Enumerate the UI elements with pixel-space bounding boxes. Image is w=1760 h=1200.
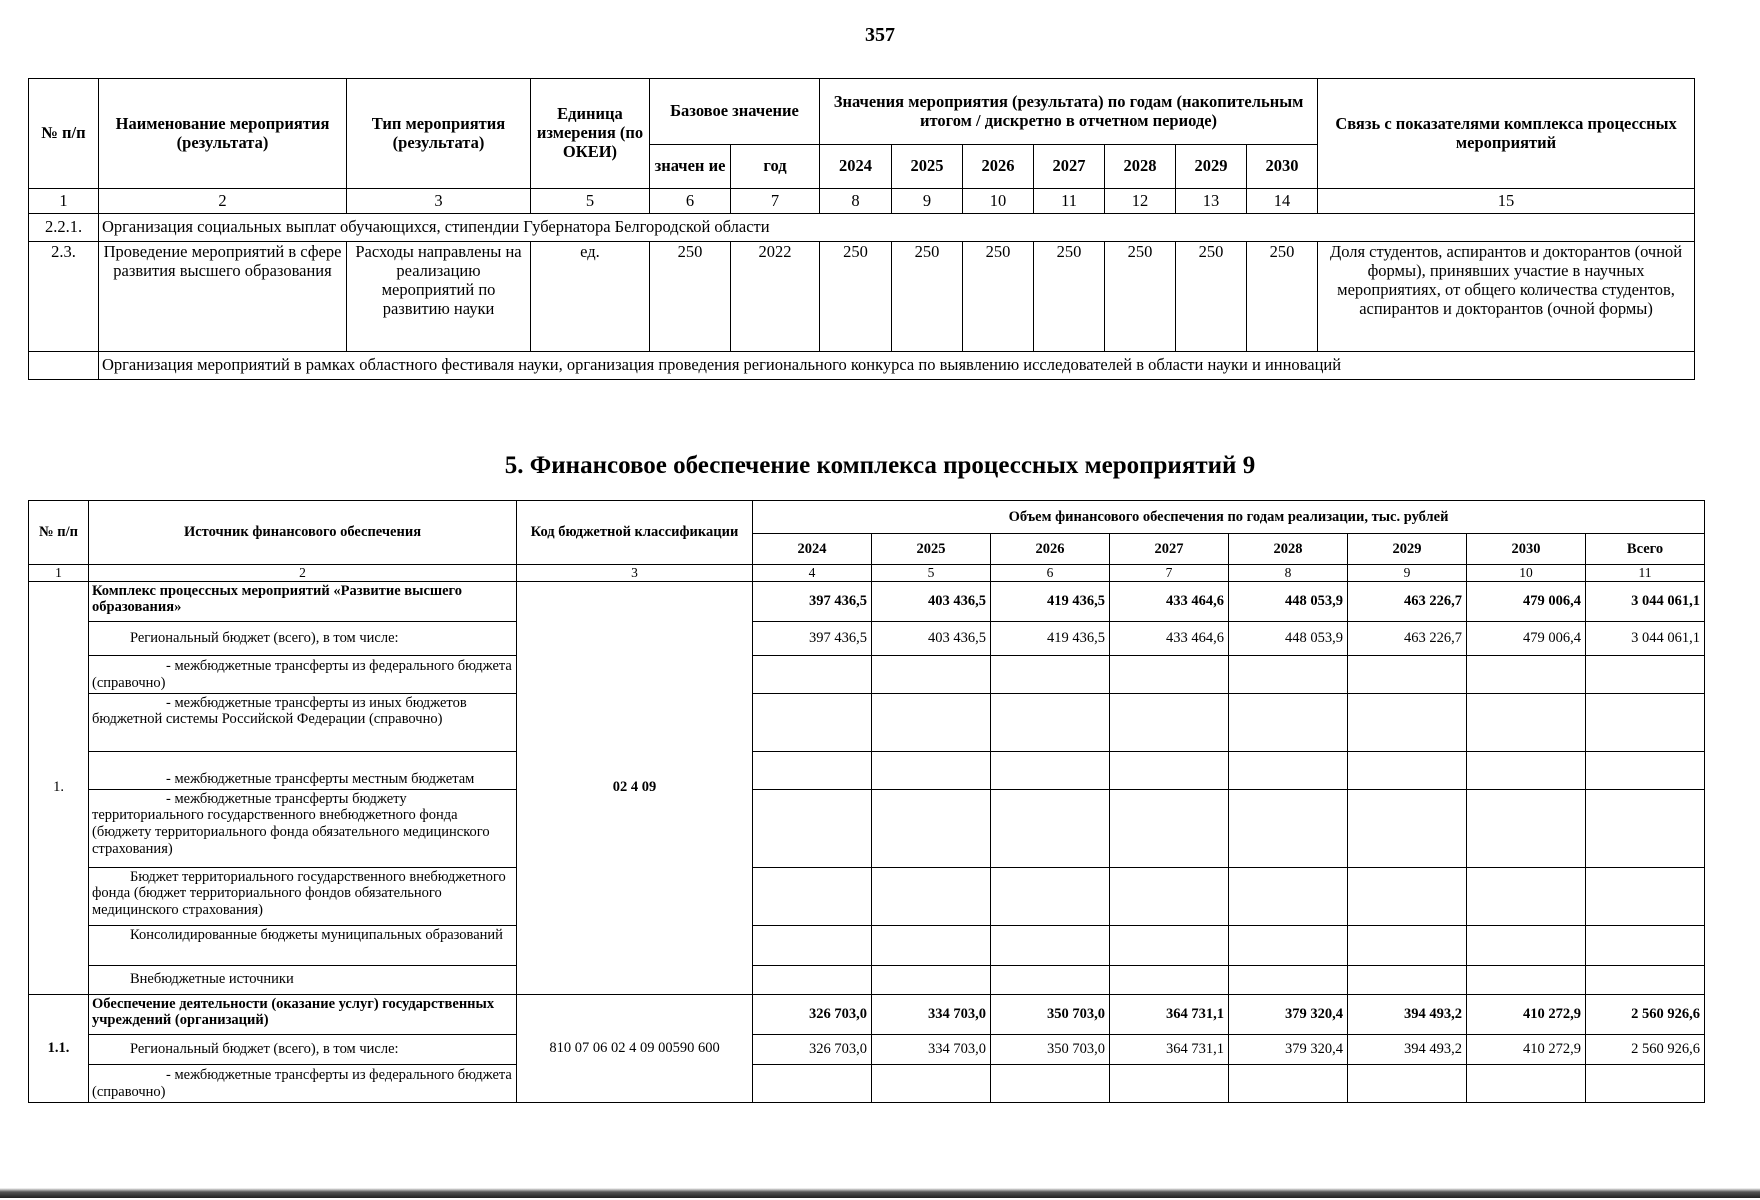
section-title: 5. Финансовое обеспечение комплекса процессных мероприятий 9 xyxy=(504,452,1256,479)
table-row xyxy=(29,994,1705,1034)
col-number: 10 xyxy=(1467,565,1586,582)
table-row xyxy=(29,789,1705,867)
source-label: - межбюджетные трансферты бюджету территориального государственного внебюджетного фонда (бюджету территориального фонда обязательного медицинского страхования) xyxy=(89,789,517,867)
amount: 410 272,9 xyxy=(1467,1034,1586,1064)
row-text: Организация социальных выплат обучающихся, стипендии Губернатора Белгородской области xyxy=(99,214,1695,242)
amount: 379 320,4 xyxy=(1229,994,1348,1034)
row-num xyxy=(29,352,99,380)
header-year: 2024 xyxy=(753,534,872,565)
amount: 350 703,0 xyxy=(991,994,1110,1034)
year-value: 250 xyxy=(820,242,892,352)
amount: 397 436,5 xyxy=(753,581,872,621)
header-base-value: значен ие xyxy=(650,145,731,189)
header-num: № п/п xyxy=(29,501,89,565)
year-value: 250 xyxy=(892,242,963,352)
amount: 419 436,5 xyxy=(991,621,1110,655)
amount: 433 464,6 xyxy=(1110,621,1229,655)
amount-total: 2 560 926,6 xyxy=(1586,994,1705,1034)
event-type: Расходы направлены на реализацию мероприятий по развитию науки xyxy=(347,242,531,352)
table-row xyxy=(29,655,1705,693)
header-volume: Объем финансового обеспечения по годам реализации, тыс. рублей xyxy=(753,501,1705,534)
row-text: Организация мероприятий в рамках областного фестиваля науки, организация проведения регионального конкурса по выявлению исследователей в области науки и инноваций xyxy=(99,352,1695,380)
amount: 350 703,0 xyxy=(991,1034,1110,1064)
row-num: 2.2.1. xyxy=(29,214,99,242)
amount: 394 493,2 xyxy=(1348,1034,1467,1064)
header-source: Источник финансового обеспечения xyxy=(89,501,517,565)
col-number: 7 xyxy=(731,189,820,214)
col-number: 5 xyxy=(872,565,991,582)
col-number: 15 xyxy=(1318,189,1695,214)
table-row xyxy=(29,965,1705,994)
table-row xyxy=(29,751,1705,789)
amount: 326 703,0 xyxy=(753,1034,872,1064)
col-number: 5 xyxy=(531,189,650,214)
header-year: 2027 xyxy=(1110,534,1229,565)
col-number: 1 xyxy=(29,565,89,582)
row-num: 2.3. xyxy=(29,242,99,352)
header-type: Тип мероприятия (результата) xyxy=(347,79,531,189)
header-year: 2030 xyxy=(1467,534,1586,565)
base-year: 2022 xyxy=(731,242,820,352)
source-label: - межбюджетные трансферты из иных бюджетов бюджетной системы Российской Федерации (справочно) xyxy=(89,693,517,751)
header-year: 2028 xyxy=(1105,145,1176,189)
source-label: - межбюджетные трансферты из федерального бюджета (справочно) xyxy=(89,655,517,693)
source-label: Внебюджетные источники xyxy=(89,965,517,994)
source-label: Региональный бюджет (всего), в том числе: xyxy=(89,1034,517,1064)
source-label: Консолидированные бюджеты муниципальных образований xyxy=(89,925,517,965)
col-number: 6 xyxy=(991,565,1110,582)
col-number: 7 xyxy=(1110,565,1229,582)
header-year: 2029 xyxy=(1176,145,1247,189)
amount-total: 3 044 061,1 xyxy=(1586,621,1705,655)
header-code: Код бюджетной классификации xyxy=(517,501,753,565)
base-value: 250 xyxy=(650,242,731,352)
year-value: 250 xyxy=(1247,242,1318,352)
amount: 334 703,0 xyxy=(872,1034,991,1064)
header-year: 2026 xyxy=(991,534,1110,565)
amount-total: 2 560 926,6 xyxy=(1586,1034,1705,1064)
col-number: 9 xyxy=(892,189,963,214)
header-base-year: год xyxy=(731,145,820,189)
year-value: 250 xyxy=(1034,242,1105,352)
header-year: 2029 xyxy=(1348,534,1467,565)
amount-total: 3 044 061,1 xyxy=(1586,581,1705,621)
header-total: Всего xyxy=(1586,534,1705,565)
event-unit: ед. xyxy=(531,242,650,352)
year-value: 250 xyxy=(1105,242,1176,352)
event-name: Проведение мероприятий в сфере развития высшего образования xyxy=(99,242,347,352)
budget-code: 810 07 06 02 4 09 00590 600 xyxy=(517,994,753,1102)
col-number: 11 xyxy=(1034,189,1105,214)
amount: 326 703,0 xyxy=(753,994,872,1034)
header-link: Связь с показателями комплекса процессных мероприятий xyxy=(1318,79,1695,189)
amount: 397 436,5 xyxy=(753,621,872,655)
header-name: Наименование мероприятия (результата) xyxy=(99,79,347,189)
amount: 463 226,7 xyxy=(1348,581,1467,621)
header-year: 2024 xyxy=(820,145,892,189)
header-num: № п/п xyxy=(29,79,99,189)
indicator-link: Доля студентов, аспирантов и докторантов (очной формы), принявших участие в научных мероприятиях, от общего количества студентов, аспирантов и докторантов (очной формы) xyxy=(1318,242,1695,352)
amount: 448 053,9 xyxy=(1229,621,1348,655)
col-number: 4 xyxy=(753,565,872,582)
events-table xyxy=(28,78,1695,380)
table-row xyxy=(29,925,1705,965)
year-value: 250 xyxy=(1176,242,1247,352)
table-row xyxy=(29,621,1705,655)
budget-code: 02 4 09 xyxy=(517,581,753,994)
header-year: 2026 xyxy=(963,145,1034,189)
amount: 448 053,9 xyxy=(1229,581,1348,621)
row-num: 1. xyxy=(29,581,89,994)
col-number: 14 xyxy=(1247,189,1318,214)
col-number: 8 xyxy=(1229,565,1348,582)
amount: 479 006,4 xyxy=(1467,581,1586,621)
header-year: 2025 xyxy=(892,145,963,189)
amount: 364 731,1 xyxy=(1110,994,1229,1034)
year-value: 250 xyxy=(963,242,1034,352)
amount: 410 272,9 xyxy=(1467,994,1586,1034)
header-unit: Единица измерения (по ОКЕИ) xyxy=(531,79,650,189)
col-number: 3 xyxy=(517,565,753,582)
col-number: 9 xyxy=(1348,565,1467,582)
amount: 394 493,2 xyxy=(1348,994,1467,1034)
header-year: 2025 xyxy=(872,534,991,565)
source-label: - межбюджетные трансферты местным бюджетам xyxy=(89,751,517,789)
header-year: 2028 xyxy=(1229,534,1348,565)
col-number: 13 xyxy=(1176,189,1247,214)
source-label: Комплекс процессных мероприятий «Развитие высшего образования» xyxy=(89,581,517,621)
source-label: Региональный бюджет (всего), в том числе: xyxy=(89,621,517,655)
source-label: Бюджет территориального государственного внебюджетного фонда (бюджет территориального фондов обязательного медицинского страхования) xyxy=(89,867,517,925)
amount: 433 464,6 xyxy=(1110,581,1229,621)
header-year: 2027 xyxy=(1034,145,1105,189)
col-number: 12 xyxy=(1105,189,1176,214)
table-row xyxy=(29,1034,1705,1064)
col-number: 10 xyxy=(963,189,1034,214)
row-num: 1.1. xyxy=(29,994,89,1102)
table-row xyxy=(29,1064,1705,1102)
source-label: Обеспечение деятельности (оказание услуг) государственных учреждений (организаций) xyxy=(89,994,517,1034)
header-year: 2030 xyxy=(1247,145,1318,189)
col-number: 2 xyxy=(99,189,347,214)
col-number: 3 xyxy=(347,189,531,214)
amount: 334 703,0 xyxy=(872,994,991,1034)
header-base: Базовое значение xyxy=(650,79,820,145)
amount: 403 436,5 xyxy=(872,621,991,655)
table-row xyxy=(29,867,1705,925)
header-values: Значения мероприятия (результата) по годам (накопительным итогом / дискретно в отчетном периоде) xyxy=(820,79,1318,145)
amount: 463 226,7 xyxy=(1348,621,1467,655)
amount: 479 006,4 xyxy=(1467,621,1586,655)
table-row xyxy=(29,693,1705,751)
finance-table xyxy=(28,500,1705,1103)
page-number: 357 xyxy=(865,24,895,46)
amount: 379 320,4 xyxy=(1229,1034,1348,1064)
col-number: 8 xyxy=(820,189,892,214)
col-number: 1 xyxy=(29,189,99,214)
amount: 419 436,5 xyxy=(991,581,1110,621)
col-number: 2 xyxy=(89,565,517,582)
col-number: 11 xyxy=(1586,565,1705,582)
amount: 364 731,1 xyxy=(1110,1034,1229,1064)
source-label: - межбюджетные трансферты из федерального бюджета (справочно) xyxy=(89,1064,517,1102)
amount: 403 436,5 xyxy=(872,581,991,621)
scan-edge xyxy=(0,1188,1760,1198)
col-number: 6 xyxy=(650,189,731,214)
table-row xyxy=(29,581,1705,621)
